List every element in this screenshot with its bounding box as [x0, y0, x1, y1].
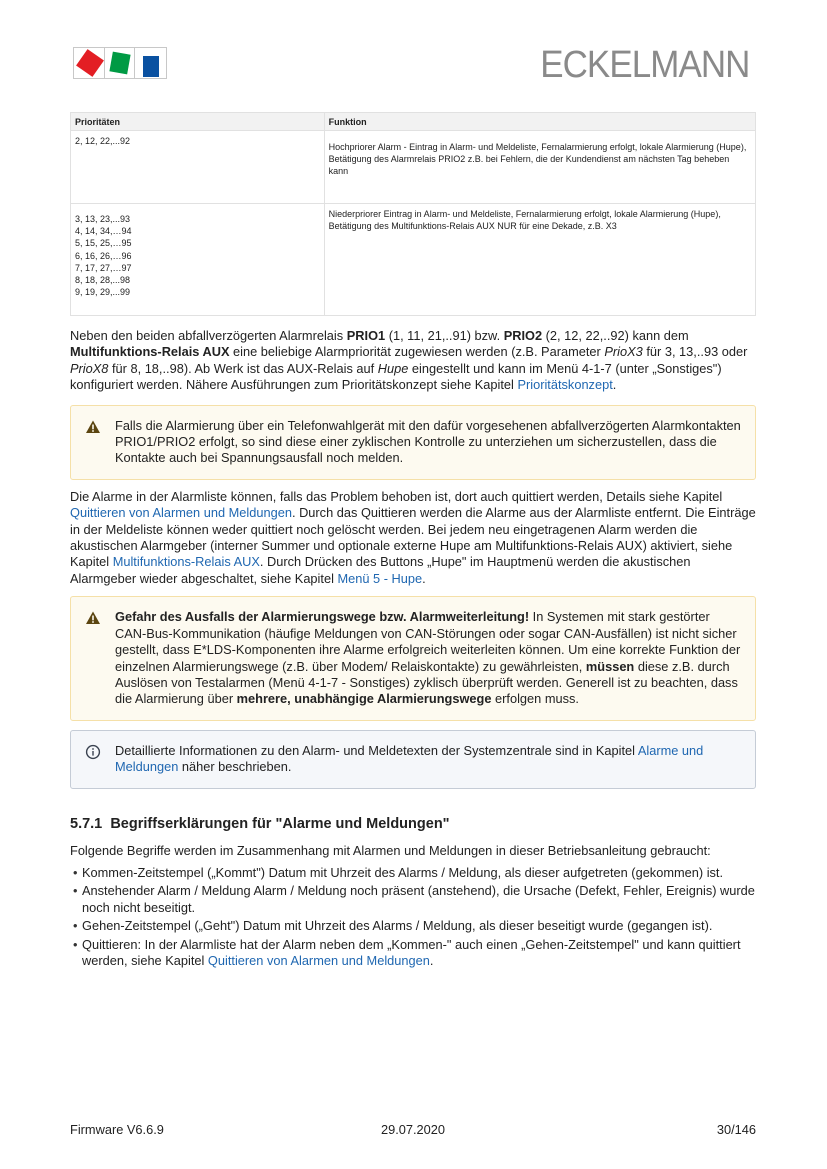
firmware-version: Firmware V6.6.9 [70, 1122, 164, 1137]
priorities-cell [71, 131, 325, 204]
column-header-priorities: Prioritäten [71, 113, 325, 131]
warning-box-alarm-paths [70, 596, 756, 720]
info-box [70, 730, 756, 789]
page-number: 30/146 [716, 1122, 756, 1137]
list-item [70, 865, 756, 881]
priority-value: 3, 13, 23,...93 [75, 214, 131, 224]
warning-box-telephone-dialer [70, 405, 756, 480]
page-header [0, 0, 827, 100]
text: Anstehender Alarm / Meldung Alarm / Meldung noch präsent (anstehend), die Ursache (Defekt, Fehler, Ereignis) wurde noch nicht beseitigt. [82, 883, 755, 915]
text: für 8, 18,..98). Ab Werk ist das AUX-Relais auf [108, 360, 378, 376]
italic-text: PrioX3 [604, 344, 643, 360]
priority-value: 8, 18, 28,...98 [75, 275, 131, 286]
table-row [71, 204, 756, 316]
text: diese z.B. durch Auslösen von Testalarmen (Menü 4-1-7 - Sonstiges) zyklisch überprüft werden. Generell ist zu beachten, dass die Alarmierung über [115, 658, 738, 707]
text: (1, 11, 21,..91) bzw. [385, 328, 504, 343]
list-item [70, 883, 756, 916]
info-text [115, 743, 741, 776]
function-cell [324, 131, 755, 204]
text: (2, 12, 22,..92) kann dem [542, 328, 689, 343]
page-footer [70, 1122, 756, 1140]
info-circle-icon [85, 744, 101, 760]
text: eine beliebige Alarmpriorität zugewiesen werden (z.B. Parameter [229, 344, 605, 360]
link-menu5-hupe[interactable]: Menü 5 - Hupe [337, 570, 423, 586]
paragraph-acknowledge [70, 489, 756, 587]
table-header-row [71, 113, 756, 131]
document-date: 29.07.2020 [380, 1122, 446, 1137]
terms-list [70, 865, 756, 969]
warning-triangle-icon [85, 419, 101, 435]
list-item [70, 937, 756, 970]
link-multifunktions-relais[interactable]: Multifunktions-Relais AUX [112, 554, 260, 570]
column-header-function: Funktion [324, 113, 755, 131]
italic-text: PrioX8 [70, 360, 109, 376]
text: . [612, 377, 617, 393]
text: näher beschrieben. [178, 759, 292, 775]
text: . [422, 570, 426, 586]
text: Kommen-Zeitstempel („Kommt") Datum mit Uhrzeit des Alarms / Meldung, als dieser aufgetreten (gekommen) ist. [82, 864, 724, 880]
priority-value: 4, 14, 34,…94 [75, 226, 132, 237]
eckelmann-logo [73, 47, 167, 79]
text: In Systemen mit stark gestörter CAN-Bus-Kommunikation (häufige Meldungen von CAN-Störungen oder sogar CAN-Ausfällen) ist nicht sicher gestellt, dass E*LDS-Komponenten ihre Alarme erfolgreich weiterleiten können. Um eine korrekte Funktion der einzelnen Alarmierungswege (z.B. über Modem/ Relaiskontakte) zu gewährleisten, [115, 609, 741, 674]
section-title: Begriffserklärungen für "Alarme und Meldungen" [110, 815, 450, 832]
page-content [70, 112, 756, 971]
text: erfolgen muss. [491, 691, 579, 707]
text: Detaillierte Informationen zu den Alarm- und Meldetexten der Systemzentrale sind in Kapitel [115, 742, 638, 758]
link-alarme-und-meldungen[interactable]: Alarme und Meldungen [115, 742, 704, 775]
paragraph-aux-relay [70, 328, 756, 394]
bold-text: müssen [585, 658, 635, 674]
list-item [70, 918, 756, 934]
bold-text: Multifunktions-Relais AUX [70, 344, 230, 360]
bold-text: Gefahr des Ausfalls der Alarmierungswege bzw. Alarmweiterleitung! [115, 609, 530, 625]
function-text: Betätigung des Alarmrelais PRIO2 z.B. bei Fehlern, die der Kundendienst am nächsten Tag beheben kann [328, 154, 730, 176]
warning-text [115, 609, 741, 707]
section-heading [70, 816, 756, 832]
brand-name: ECKELMANN [539, 44, 749, 86]
section-number: 5.7.1 [70, 815, 103, 832]
text: für 3, 13,..93 oder [642, 344, 748, 360]
bold-text: PRIO1 [346, 328, 386, 343]
priority-value: 6, 16, 26,…96 [75, 250, 132, 261]
text: . Durch Drücken des Buttons „Hupe" im Hauptmenü werden die akustischen Alarmgeber wieder abgeschaltet, siehe Kapitel [70, 554, 691, 586]
bold-text: PRIO2 [503, 328, 543, 343]
paragraph-terms-intro: Folgende Begriffe werden im Zusammenhang mit Alarmen und Meldungen in dieser Betriebsanleitung gebraucht: [70, 842, 711, 858]
link-quittieren[interactable]: Quittieren von Alarmen und Meldungen [207, 952, 430, 968]
priority-value: 9, 19, 29,...99 [75, 287, 131, 298]
bold-text: mehrere, unabhängige Alarmierungswege [236, 691, 492, 707]
warning-text: Falls die Alarmierung über ein Telefonwahlgerät mit den dafür vorgesehenen abfallverzögerten Alarmkontakten PRIO1/PRIO2 erfolgt, so sind diese einer zyklischen Kontrolle zu unterziehen um sicherzustellen, dass die Kontakte auch bei Spannungsausfall noch melden. [115, 417, 741, 466]
logo-blue-square [135, 48, 166, 78]
table-row [71, 131, 756, 204]
text: eingestellt und kann im Menü 4-1-7 (unter „Sonstiges") konfiguriert werden. Nähere Ausführungen zum Prioritätskonzept siehe Kapitel [70, 360, 722, 393]
logo-red-square [74, 48, 105, 78]
link-quittieren[interactable]: Quittieren von Alarmen und Meldungen [70, 505, 292, 521]
priority-value: 2, 12, 22,...92 [75, 136, 131, 146]
priority-table [70, 112, 756, 316]
function-text: Betätigung des Multifunktions-Relais AUX NUR für eine Dekade, z.B. X3 [328, 221, 617, 231]
priority-value: 7, 17, 27,…97 [75, 262, 132, 273]
text: Quittieren: In der Alarmliste hat der Alarm neben dem „Kommen-" auch einen „Gehen-Zeitstempel" und kann quittiert werden, siehe Kapitel [82, 936, 741, 968]
text: . [429, 952, 434, 968]
text: Gehen-Zeitstempel („Geht") Datum mit Uhrzeit des Alarms / Meldung, als dieser beseitigt wurde (gegangen ist). [82, 918, 713, 934]
text: Die Alarme in der Alarmliste können, falls das Problem behoben ist, dort auch quittiert werden, Details siehe Kapitel [70, 488, 723, 504]
text: . Durch das Quittieren werden die Alarme aus der Alarmliste entfernt. Die Einträge in der Meldeliste können weder quittiert noch gelöscht werden. Bei jedem neu eingetragenen Alarm werden die akustischen Alarmgeber (interner Summer und optionale externe Hupe am Multifunktions-Relais AUX) aktiviert, siehe Kapitel [70, 505, 756, 570]
function-text: Niederpriorer Eintrag in Alarm- und Meldeliste, Fernalarmierung erfolgt, lokale Alarmierung (Hupe), [328, 209, 721, 219]
function-text: Hochpriorer Alarm - Eintrag in Alarm- und Meldeliste, Fernalarmierung erfolgt, lokale Alarmierung (Hupe), [328, 142, 747, 152]
function-cell [324, 204, 755, 316]
link-prioritaetskonzept[interactable]: Prioritätskonzept [517, 377, 613, 393]
priority-value: 5, 15, 25,…95 [75, 238, 132, 249]
logo-green-square [105, 48, 136, 78]
warning-triangle-icon [85, 610, 101, 626]
italic-text: Hupe [377, 360, 409, 376]
text: Neben den beiden abfallverzögerten Alarmrelais [70, 328, 347, 343]
priorities-cell [71, 204, 325, 316]
